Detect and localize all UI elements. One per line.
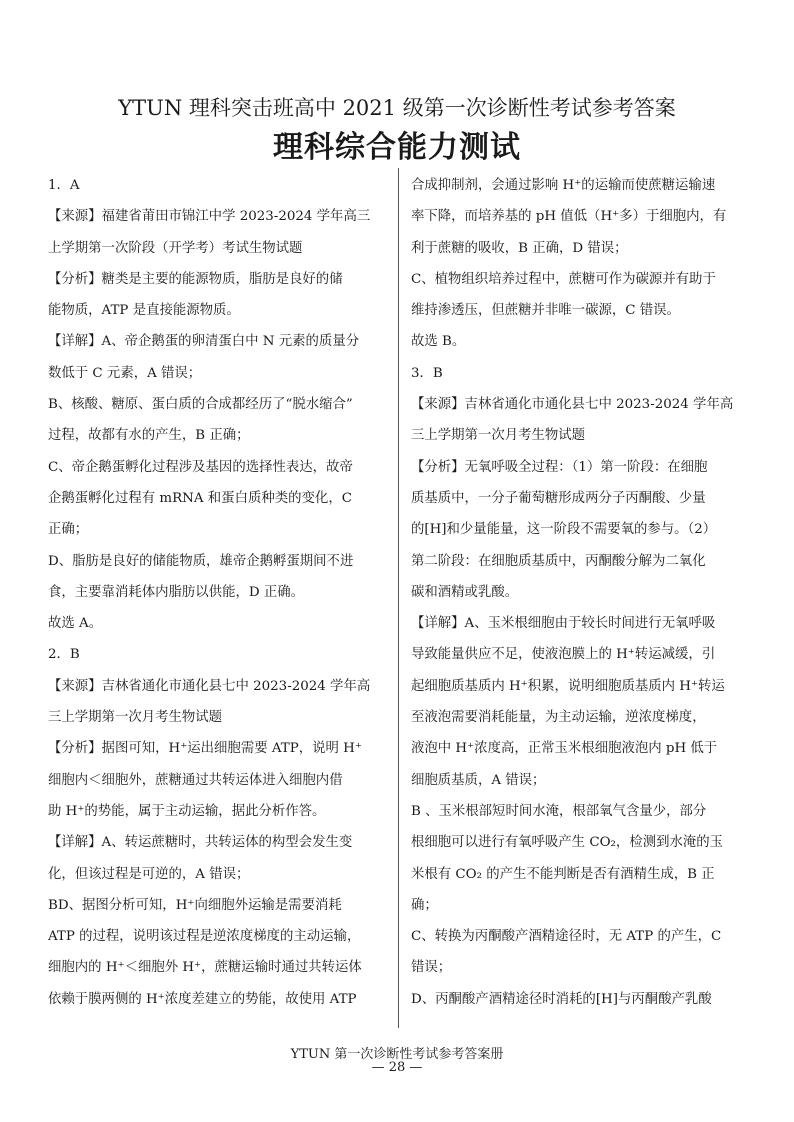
text-line: D、丙酮酸产酒精途径时消耗的[H]与丙酮酸产乳酸	[411, 991, 712, 1007]
text-line: BD、据图分析可知，H⁺向细胞外运输是需要消耗	[48, 897, 342, 913]
text-line: B 、玉米根部短时间水淹，根部氧气含量少，部分	[411, 803, 707, 819]
text-line: 的[H]和少量能量，这一阶段不需要氧的参与。（2）	[411, 522, 717, 538]
text-line: 【详解】A、转运蔗糖时，共转运体的构型会发生变	[48, 835, 353, 851]
text-line: 过程，故都有水的产生，B 正确；	[48, 428, 250, 444]
text-line: 错误；	[411, 960, 452, 976]
text-line: 导致能量供应不足，使液泡膜上的 H⁺转运减缓，引	[411, 647, 716, 663]
text-line: 【来源】吉林省通化市通化县七中 2023-2024 学年高	[48, 678, 371, 694]
page-number: — 28 —	[371, 1060, 423, 1075]
text-line: ATP 的过程，说明该过程是逆浓度梯度的主动运输，	[48, 929, 361, 945]
text-line: 依赖于膜两侧的 H⁺浓度差建立的势能，故使用 ATP	[48, 991, 357, 1007]
text-line: 率下降，而培养基的 pH 值低（H⁺多）于细胞内，有	[411, 209, 727, 225]
text-line: 助 H⁺的势能，属于主动运输，据此分析作答。	[48, 803, 326, 819]
right-column	[411, 170, 747, 1015]
text-line: 根细胞可以进行有氧呼吸产生 CO₂，检测到水淹的玉	[411, 835, 724, 851]
text-line: 【分析】据图可知，H⁺运出细胞需要 ATP，说明 H⁺	[48, 741, 362, 757]
text-line: 【来源】福建省莆田市锦江中学 2023-2024 学年高三	[48, 209, 371, 225]
text-line: 细胞内的 H⁺＜细胞外 H⁺，蔗糖运输时通过共转运体	[48, 960, 362, 976]
text-line: 能物质，ATP 是直接能源物质。	[48, 303, 240, 319]
text-line: C、转换为丙酮酸产酒精途径时，无 ATP 的产生，C	[411, 929, 722, 945]
text-line: 细胞内＜细胞外，蔗糖通过共转运体进入细胞内借	[48, 772, 343, 788]
column-divider	[398, 168, 399, 1028]
text-line: 【分析】糖类是主要的能源物质，脂肪是良好的储	[48, 271, 343, 287]
text-line: C、植物组织培养过程中，蔗糖可作为碳源并有助于	[411, 271, 716, 287]
text-line: 液泡中 H⁺浓度高，正常玉米根细胞液泡内 pH 低于	[411, 741, 718, 757]
text-line: 三上学期第一次月考生物试题	[48, 710, 223, 726]
text-line: D、脂肪是良好的储能物质，雄帝企鹅孵蛋期间不进	[48, 553, 354, 569]
text-line: 维持渗透压，但蔗糖并非唯一碳源，C 错误。	[411, 303, 680, 319]
page-title: YTUN 理科突击班高中 2021 级第一次诊断性考试参考答案	[118, 96, 676, 120]
text-line: B、核酸、糖原、蛋白质的合成都经历了“脱水缩合”	[48, 397, 353, 413]
text-line: 2．B	[48, 647, 80, 663]
text-line: 合成抑制剂，会通过影响 H⁺的运输而使蔗糖运输速	[411, 178, 716, 193]
text-line: 故选 B。	[411, 334, 466, 350]
text-line: 1．A	[48, 178, 80, 193]
text-line: C、帝企鹅蛋孵化过程涉及基因的选择性表达，故帝	[48, 459, 353, 475]
text-line: 食，主要靠消耗体内脂肪以供能，D 正确。	[48, 584, 305, 600]
text-line: 【分析】无氧呼吸全过程：（1）第一阶段：在细胞	[411, 459, 708, 475]
page-subtitle: 理科综合能力测试	[273, 130, 521, 165]
text-line: 【详解】A、帝企鹅蛋的卵清蛋白中 N 元素的质量分	[48, 334, 360, 350]
text-line: 【详解】A、玉米根细胞由于较长时间进行无氧呼吸	[411, 616, 716, 632]
text-line: 3．B	[411, 365, 443, 381]
text-line: 第二阶段：在细胞质基质中，丙酮酸分解为二氧化	[411, 553, 706, 569]
text-line: 碳和酒精或乳酸。	[411, 584, 519, 600]
text-line: 至液泡需要消耗能量，为主动运输，逆浓度梯度，	[411, 710, 706, 726]
text-line: 企鹅蛋孵化过程有 mRNA 和蛋白质种类的变化，C	[48, 490, 352, 506]
text-line: 数低于 C 元素，A 错误；	[48, 365, 202, 381]
text-line: 三上学期第一次月考生物试题	[411, 428, 586, 444]
text-line: 【来源】吉林省通化市通化县七中 2023-2024 学年高	[411, 397, 734, 413]
text-line: 化，但该过程是可逆的，A 错误；	[48, 866, 250, 882]
text-line: 确；	[411, 897, 438, 913]
text-line: 起细胞质基质内 H⁺积累，说明细胞质基质内 H⁺转运	[411, 678, 725, 694]
text-line: 质基质中，一分子葡萄糖形成两分子丙酮酸、少量	[411, 490, 706, 506]
left-column	[48, 170, 388, 1015]
text-line: 正确；	[48, 522, 89, 538]
text-line: 上学期第一次阶段（开学考）考试生物试题	[48, 240, 303, 256]
text-line: 利于蔗糖的吸收，B 正确，D 错误；	[411, 240, 628, 256]
text-line: 细胞质基质，A 错误；	[411, 772, 546, 788]
text-line: 米根有 CO₂ 的产生不能判断是否有酒精生成，B 正	[411, 866, 715, 882]
text-line: 故选 A。	[48, 616, 103, 632]
footer-title: YTUN 第一次诊断性考试参考答案册	[290, 1047, 504, 1062]
